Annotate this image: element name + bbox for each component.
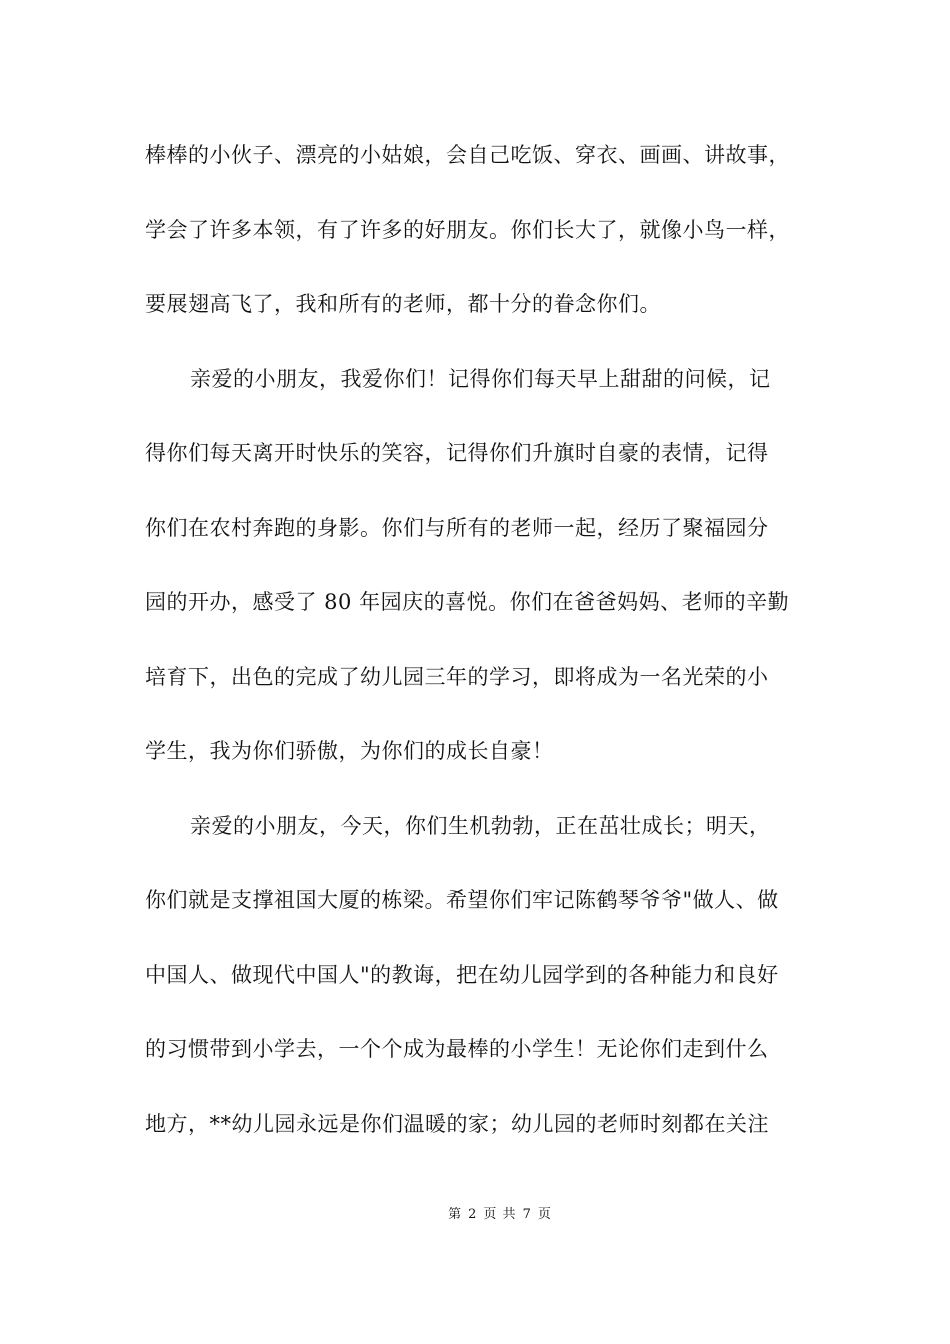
text-line: 棒棒的小伙子、漂亮的小姑娘，会自己吃饭、穿衣、画画、讲故事，: [145, 143, 790, 167]
footer-prefix: 第: [448, 1207, 463, 1222]
footer-total-pages: 7: [522, 1207, 532, 1222]
text-line: 要展翅高飞了，我和所有的老师，都十分的眷念你们。: [145, 292, 661, 316]
text-line: 得你们每天离开时快乐的笑容，记得你们升旗时自豪的表情，记得: [145, 441, 769, 465]
page-footer: [0, 1206, 950, 1224]
text-line: 你们就是支撑祖国大厦的栋梁。希望你们牢记陈鹤琴爷爷"做人、做: [145, 888, 779, 912]
text-line: 地方，**幼儿园永远是你们温暖的家；幼儿园的老师时刻都在关注: [145, 1112, 769, 1136]
text-line: 中国人、做现代中国人"的教诲，把在幼儿园学到的各种能力和良好: [145, 963, 779, 987]
text-line: 园的开办，感受了 80 年园庆的喜悦。你们在爸爸妈妈、老师的辛勤: [145, 590, 790, 614]
text-line: 培育下，出色的完成了幼儿园三年的学习，即将成为一名光荣的小: [145, 665, 769, 689]
footer-middle: 页 共: [483, 1207, 517, 1222]
paragraph-first-line: 亲爱的小朋友，今天，你们生机勃勃，正在茁壮成长；明天，: [190, 814, 771, 838]
paragraph-first-line: 亲爱的小朋友，我爱你们！记得你们每天早上甜甜的问候，记: [190, 367, 771, 391]
footer-suffix: 页: [537, 1207, 552, 1222]
footer-page-number: 2: [468, 1207, 478, 1222]
text-line: 学生，我为你们骄傲，为你们的成长自豪！: [145, 739, 554, 763]
text-line: 的习惯带到小学去，一个个成为最棒的小学生！无论你们走到什么: [145, 1037, 769, 1061]
text-line: 你们在农村奔跑的身影。你们与所有的老师一起，经历了聚福园分: [145, 516, 769, 540]
text-line: 学会了许多本领，有了许多的好朋友。你们长大了，就像小鸟一样，: [145, 218, 790, 242]
